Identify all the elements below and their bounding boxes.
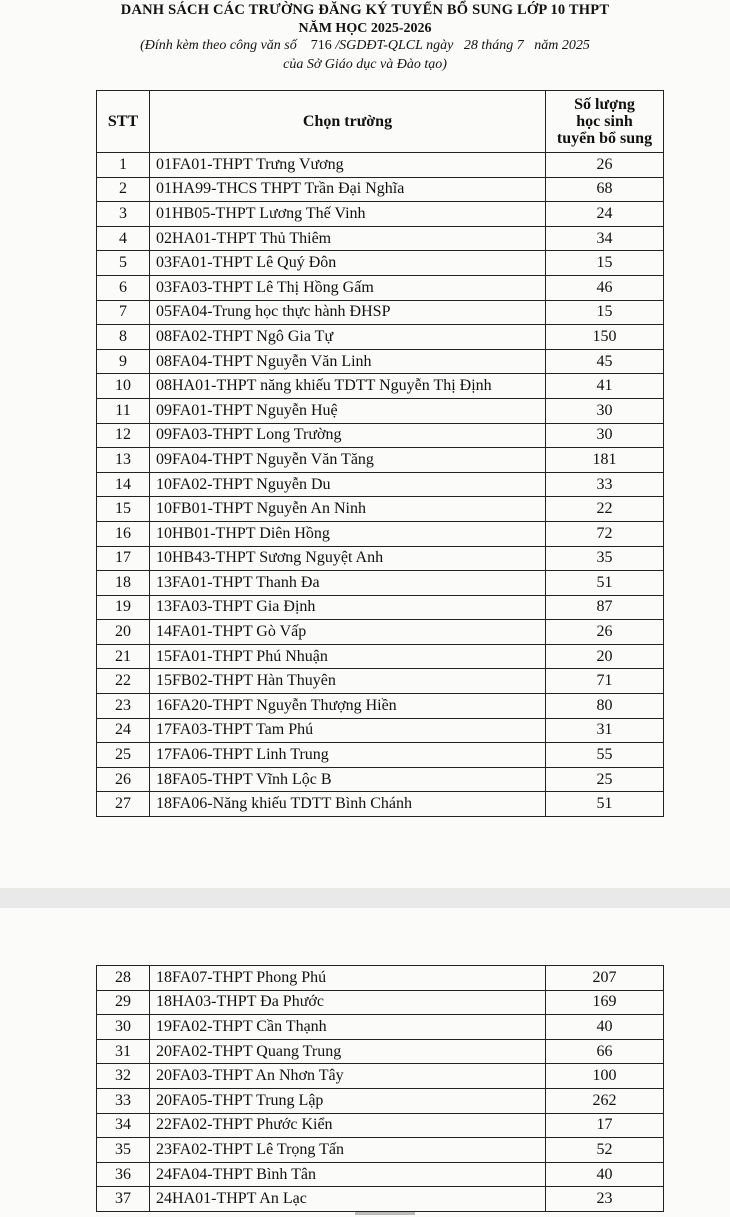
row-stt: 30 (97, 1015, 150, 1040)
row-count: 181 (546, 448, 664, 473)
row-school: 09FA04-THPT Nguyễn Văn Tăng (150, 448, 546, 473)
row-count: 26 (546, 620, 664, 645)
row-stt: 35 (97, 1138, 150, 1163)
row-school: 24HA01-THPT An Lạc (150, 1187, 546, 1212)
row-stt: 5 (97, 251, 150, 276)
row-count: 72 (546, 521, 664, 546)
ref-month: 7 (516, 38, 524, 53)
row-stt: 12 (97, 423, 150, 448)
row-school: 01FA01-THPT Trưng Vương (150, 153, 546, 178)
row-stt: 8 (97, 325, 150, 350)
row-count: 34 (546, 226, 664, 251)
row-stt: 22 (97, 669, 150, 694)
row-school: 10HB01-THPT Diên Hồng (150, 521, 546, 546)
row-stt: 20 (97, 620, 150, 645)
row-count: 207 (546, 966, 664, 991)
row-school: 03FA03-THPT Lê Thị Hồng Gấm (150, 275, 546, 300)
row-count: 80 (546, 694, 664, 719)
table-row (97, 349, 664, 374)
row-school: 17FA06-THPT Linh Trung (150, 743, 546, 768)
table-row (97, 497, 664, 522)
school-table-page-2 (96, 965, 664, 1212)
table-row (97, 423, 664, 448)
table-row (97, 521, 664, 546)
table-row (97, 1138, 664, 1163)
row-stt: 36 (97, 1162, 150, 1187)
table-row (97, 694, 664, 719)
page-footer-mark (355, 1212, 415, 1215)
table-row (97, 767, 664, 792)
column-header-school: Chọn trường (150, 91, 546, 153)
table-row (97, 325, 664, 350)
row-count: 30 (546, 398, 664, 423)
row-stt: 15 (97, 497, 150, 522)
row-count: 66 (546, 1039, 664, 1064)
row-school: 05FA04-Trung học thực hành ĐHSP (150, 300, 546, 325)
row-school: 20FA05-THPT Trung Lập (150, 1088, 546, 1113)
table-row (97, 177, 664, 202)
row-count: 87 (546, 595, 664, 620)
row-school: 16FA20-THPT Nguyễn Thượng Hiền (150, 694, 546, 719)
row-stt: 26 (97, 767, 150, 792)
row-count: 23 (546, 1187, 664, 1212)
table-row (97, 1187, 664, 1212)
row-school: 08HA01-THPT năng khiếu TDTT Nguyễn Thị Định (150, 374, 546, 399)
row-count: 45 (546, 349, 664, 374)
row-stt: 16 (97, 521, 150, 546)
row-stt: 2 (97, 177, 150, 202)
row-school: 17FA03-THPT Tam Phú (150, 718, 546, 743)
row-stt: 21 (97, 644, 150, 669)
row-stt: 27 (97, 792, 150, 817)
ref-number: 716 (310, 38, 332, 53)
row-count: 150 (546, 325, 664, 350)
table-row (97, 966, 664, 991)
row-stt: 18 (97, 571, 150, 596)
row-count: 41 (546, 374, 664, 399)
row-stt: 23 (97, 694, 150, 719)
issuer: của Sở Giáo dục và Đào tạo) (283, 57, 447, 72)
row-stt: 9 (97, 349, 150, 374)
row-school: 20FA03-THPT An Nhơn Tây (150, 1064, 546, 1089)
table-row (97, 1088, 664, 1113)
table-row (97, 374, 664, 399)
row-school: 18FA07-THPT Phong Phú (150, 966, 546, 991)
row-count: 15 (546, 251, 664, 276)
row-count: 169 (546, 990, 664, 1015)
column-header-count (546, 91, 664, 153)
row-school: 23FA02-THPT Lê Trọng Tấn (150, 1138, 546, 1163)
school-table-page-1 (96, 90, 664, 817)
row-stt: 3 (97, 202, 150, 227)
row-count: 25 (546, 767, 664, 792)
row-stt: 17 (97, 546, 150, 571)
row-school: 15FB02-THPT Hàn Thuyên (150, 669, 546, 694)
row-school: 09FA03-THPT Long Trường (150, 423, 546, 448)
row-count: 51 (546, 571, 664, 596)
row-school: 18HA03-THPT Đa Phước (150, 990, 546, 1015)
table-row (97, 226, 664, 251)
row-school: 10FB01-THPT Nguyễn An Ninh (150, 497, 546, 522)
column-header-count-line-3: tuyển bổ sung (556, 130, 653, 147)
row-stt: 11 (97, 398, 150, 423)
table-row (97, 792, 664, 817)
row-school: 22FA02-THPT Phước Kiển (150, 1113, 546, 1138)
row-stt: 32 (97, 1064, 150, 1089)
row-count: 52 (546, 1138, 664, 1163)
table-row (97, 251, 664, 276)
row-school: 24FA04-THPT Bình Tân (150, 1162, 546, 1187)
column-header-stt: STT (97, 91, 150, 153)
column-header-count-line-1: Số lượng (574, 96, 635, 113)
row-stt: 31 (97, 1039, 150, 1064)
row-count: 51 (546, 792, 664, 817)
row-school: 20FA02-THPT Quang Trung (150, 1039, 546, 1064)
row-school: 02HA01-THPT Thủ Thiêm (150, 226, 546, 251)
row-count: 40 (546, 1162, 664, 1187)
row-count: 71 (546, 669, 664, 694)
row-stt: 10 (97, 374, 150, 399)
row-count: 55 (546, 743, 664, 768)
row-stt: 6 (97, 275, 150, 300)
table-row (97, 990, 664, 1015)
table-row (97, 620, 664, 645)
row-count: 26 (546, 153, 664, 178)
row-school: 03FA01-THPT Lê Quý Đôn (150, 251, 546, 276)
row-school: 19FA02-THPT Cần Thạnh (150, 1015, 546, 1040)
table-row (97, 644, 664, 669)
column-header-count-line-2: học sinh (576, 113, 633, 130)
row-count: 17 (546, 1113, 664, 1138)
row-stt: 7 (97, 300, 150, 325)
table-row (97, 1064, 664, 1089)
row-count: 31 (546, 718, 664, 743)
row-count: 35 (546, 546, 664, 571)
row-school: 13FA03-THPT Gia Định (150, 595, 546, 620)
ref-month-label: tháng (481, 38, 514, 53)
ref-year: năm 2025 (534, 38, 590, 53)
ref-code: /SGDĐT-QLCL ngày (335, 38, 454, 53)
table-row (97, 153, 664, 178)
row-stt: 34 (97, 1113, 150, 1138)
row-count: 33 (546, 472, 664, 497)
document-reference (0, 38, 730, 54)
row-count: 40 (546, 1015, 664, 1040)
row-stt: 33 (97, 1088, 150, 1113)
row-stt: 19 (97, 595, 150, 620)
row-stt: 4 (97, 226, 150, 251)
row-school: 13FA01-THPT Thanh Đa (150, 571, 546, 596)
table-row (97, 398, 664, 423)
row-school: 14FA01-THPT Gò Vấp (150, 620, 546, 645)
row-stt: 37 (97, 1187, 150, 1212)
row-stt: 29 (97, 990, 150, 1015)
row-stt: 14 (97, 472, 150, 497)
row-stt: 1 (97, 153, 150, 178)
row-stt: 25 (97, 743, 150, 768)
page-separator (0, 888, 730, 908)
row-stt: 13 (97, 448, 150, 473)
row-school: 18FA06-Năng khiếu TDTT Bình Chánh (150, 792, 546, 817)
school-year: NĂM HỌC 2025-2026 (298, 21, 432, 36)
row-stt: 24 (97, 718, 150, 743)
table-row (97, 202, 664, 227)
row-count: 68 (546, 177, 664, 202)
row-count: 46 (546, 275, 664, 300)
row-school: 08FA04-THPT Nguyễn Văn Linh (150, 349, 546, 374)
table-row (97, 1162, 664, 1187)
table-row (97, 595, 664, 620)
table-row (97, 275, 664, 300)
row-school: 15FA01-THPT Phú Nhuận (150, 644, 546, 669)
ref-day: 28 (463, 38, 478, 53)
row-count: 20 (546, 644, 664, 669)
table-row (97, 743, 664, 768)
table-row (97, 1015, 664, 1040)
row-school: 10FA02-THPT Nguyễn Du (150, 472, 546, 497)
table-row (97, 669, 664, 694)
table-row (97, 300, 664, 325)
row-school: 10HB43-THPT Sương Nguyệt Anh (150, 546, 546, 571)
row-school: 01HB05-THPT Lương Thế Vinh (150, 202, 546, 227)
table-row (97, 546, 664, 571)
row-count: 24 (546, 202, 664, 227)
table-row (97, 571, 664, 596)
row-school: 08FA02-THPT Ngô Gia Tự (150, 325, 546, 350)
table-row (97, 448, 664, 473)
row-count: 15 (546, 300, 664, 325)
row-school: 18FA05-THPT Vĩnh Lộc B (150, 767, 546, 792)
ref-prefix: (Đính kèm theo công văn số (140, 38, 297, 53)
row-school: 01HA99-THCS THPT Trần Đại Nghĩa (150, 177, 546, 202)
row-stt: 28 (97, 966, 150, 991)
document-title: DANH SÁCH CÁC TRƯỜNG ĐĂNG KÝ TUYỂN BỔ SUNG LỚP 10 THPT (120, 2, 610, 18)
table-row (97, 1113, 664, 1138)
row-school: 09FA01-THPT Nguyễn Huệ (150, 398, 546, 423)
table-row (97, 718, 664, 743)
table-row (97, 472, 664, 497)
row-count: 100 (546, 1064, 664, 1089)
row-count: 30 (546, 423, 664, 448)
table-row (97, 1039, 664, 1064)
row-count: 22 (546, 497, 664, 522)
row-count: 262 (546, 1088, 664, 1113)
